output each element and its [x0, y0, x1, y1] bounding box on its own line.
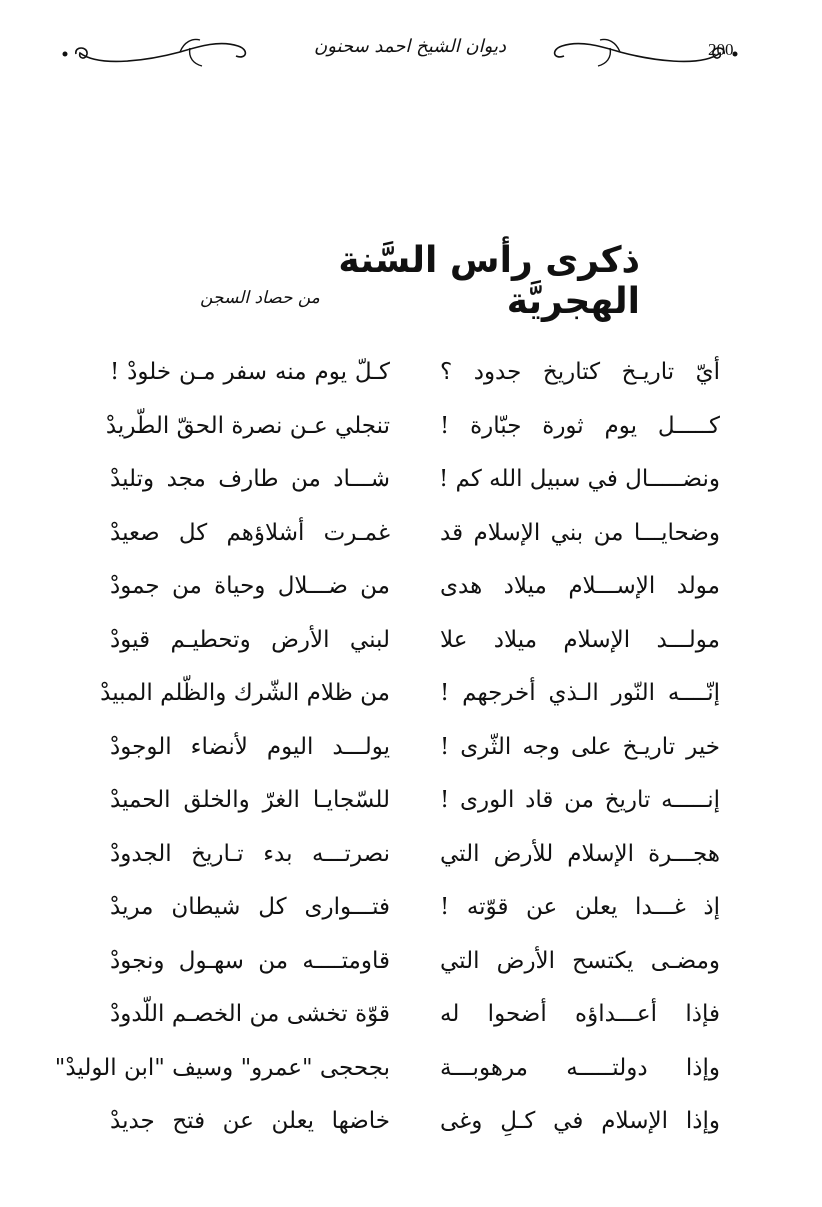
verse-row [100, 457, 720, 511]
verse-row [100, 1099, 720, 1153]
verse-second-hemistich: كـلّ يوم منه سفر مـن خلودْ ! [110, 359, 390, 385]
verse-first-hemistich: إذ غـــدا يعلن عن قوّته ! [440, 894, 720, 920]
verse-row [100, 885, 720, 939]
verse-second-hemistich: من ضـــلال وحياة من جمودْ [110, 573, 390, 599]
verse-row [100, 778, 720, 832]
verse-second-hemistich: يولـــد اليوم لأنضاء الوجودْ [110, 733, 390, 760]
verse-second-hemistich: نصرتـــه بدء تـاريخ الجدودْ [110, 840, 390, 867]
verse-row [100, 350, 720, 404]
verse-second-hemistich: لبني الأرض وتحطيـم قيودْ [110, 626, 390, 653]
verse-row [54, 1046, 720, 1100]
verse-row [100, 992, 720, 1046]
verse-first-hemistich: فإذا أعـــداؤه أضحوا له [440, 1001, 720, 1027]
verse-second-hemistich: قوّة تخشى من الخصـم اللّدودْ [110, 1001, 390, 1027]
verse-first-hemistich: إنّــــه النّور الـذي أخرجهم ! [440, 680, 720, 706]
verse-row [100, 564, 720, 618]
page-header [0, 20, 822, 80]
page-number: 200 [708, 40, 734, 59]
poem-subtitle: من حصاد السجن [200, 288, 320, 308]
verse-second-hemistich: تنجلي عـن نصرة الحقّ الطّريدْ [105, 412, 390, 439]
verse-first-hemistich: مولـــد الإسلام ميلاد علا [440, 626, 720, 653]
verse-row [100, 404, 720, 458]
verse-first-hemistich: مولد الإســـلام ميلاد هدى [440, 573, 720, 599]
verse-second-hemistich: من ظلام الشّرك والظّلم المبيدْ [100, 680, 390, 706]
book-running-title: ديوان الشيخ احمد سحنون [314, 36, 506, 57]
verse-second-hemistich: بجحجى "عمرو" وسيف "ابن الوليدْ" [54, 1054, 390, 1081]
verse-second-hemistich: خاضها يعلن عن فتح جديدْ [110, 1108, 390, 1134]
poem-verses [54, 350, 720, 1153]
verse-first-hemistich: خير تاريـخ على وجه الثّرى ! [440, 733, 720, 760]
verse-row [100, 939, 720, 993]
verse-first-hemistich: هجـــرة الإسلام للأرض التي [440, 840, 720, 867]
poem-title: ذكرى رأس السَّنة الهجريَّة [338, 240, 640, 322]
verse-first-hemistich: وضحايـــا من بني الإسلام قد [440, 519, 720, 546]
verse-first-hemistich: ونضـــــال في سبيل الله كم ! [439, 466, 720, 492]
verse-second-hemistich: قاومتــــه من سهـول ونجودْ [110, 947, 390, 974]
verse-row [100, 725, 720, 779]
verse-first-hemistich: وإذا الإسلام في كـلِ وغى [440, 1108, 720, 1134]
verse-first-hemistich: إنـــــه تاريخ من قاد الورى ! [440, 787, 720, 813]
verse-row [100, 618, 720, 672]
verse-first-hemistich: وإذا دولتـــــه مرهوبـــة [440, 1054, 720, 1081]
left-flourish-ornament [60, 28, 260, 72]
verse-second-hemistich: للسّجايـا الغرّ والخلق الحميدْ [110, 787, 390, 813]
verse-first-hemistich: ومضـى يكتسح الأرض التي [440, 947, 720, 974]
verse-second-hemistich: شـــاد من طارف مجد وتليدْ [110, 466, 390, 492]
verse-row [100, 511, 720, 565]
verse-second-hemistich: غمـرت أشلاؤهم كل صعيدْ [110, 519, 390, 546]
verse-second-hemistich: فتـــوارى كل شيطان مريدْ [110, 894, 390, 920]
verse-row [100, 671, 720, 725]
verse-first-hemistich: كـــــل يوم ثورة جبّارة ! [440, 412, 720, 439]
verse-first-hemistich: أيّ تاريـخ كتاريخ جدود ؟ [440, 359, 720, 385]
verse-row [100, 832, 720, 886]
